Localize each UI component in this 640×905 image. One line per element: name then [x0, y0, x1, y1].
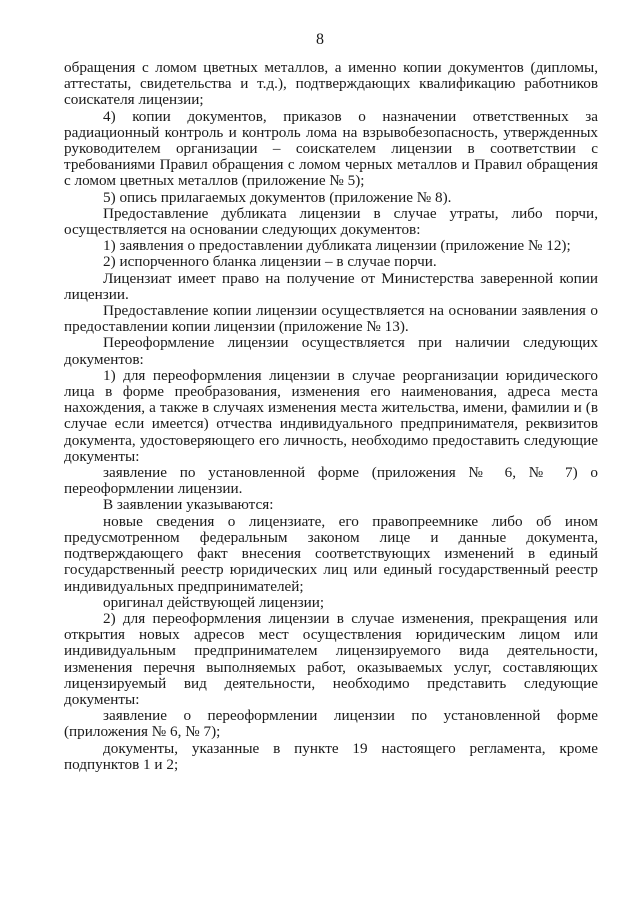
page-number: 8 — [316, 31, 324, 48]
paragraph: 2) испорченного бланка лицензии – в случае порчи. — [103, 253, 437, 271]
paragraph: 1) заявления о предоставлении дубликата лицензии (приложение № 12); — [103, 237, 571, 255]
paragraph: Переоформление лицензии осуществляется при наличии следующих документов: — [64, 334, 598, 368]
paragraph: 4) копии документов, приказов о назначении ответственных за радиационный контроль и контроль лома на взрывобезопасность, утвержденных руководителем организации – соискателем лицензии в соответствии с требованиями Правил обращения с ломом черных металлов и Правил обращения с ломом цветных металлов (приложение № 5); — [64, 107, 598, 190]
paragraph: заявление по установленной форме (приложения № 6, № 7) о переоформлении лицензии. — [64, 464, 598, 498]
paragraph: оригинал действующей лицензии; — [103, 593, 325, 611]
paragraph: заявление о переоформлении лицензии по установленной форме (приложения № 6, № 7); — [64, 707, 598, 741]
paragraph: 2) для переоформления лицензии в случае изменения, прекращения или открытия новых адресов мест осуществления юридическим лицом или индивидуальным предпринимателем лицензируемого вида деятельности, изменения перечня выполняемых работ, оказываемых услуг, составляющих лицензируемый вид деятельности, необходимо представить следующие документы: — [64, 609, 598, 708]
paragraph: В заявлении указываются: — [103, 496, 274, 514]
paragraph: обращения с ломом цветных металлов, а именно копии документов (дипломы, аттестаты, свидетельства и т.д.), подтверждающих квалификацию работников соискателя лицензии; — [64, 59, 598, 109]
paragraph: 1) для переоформления лицензии в случае реорганизации юридического лица в форме преобразования, изменения его наименования, адреса места нахождения, а также в случаях изменения места жительства, имени, фамилии и (в случае если имеется) отчества индивидуального предпринимателя, реквизитов документа, удостоверяющего его личность, необходимо предоставить следующие документы: — [64, 366, 598, 465]
paragraph: 5) опись прилагаемых документов (приложение № 8). — [103, 188, 452, 206]
paragraph: Предоставление копии лицензии осуществляется на основании заявления о предоставлении копии лицензии (приложение № 13). — [64, 302, 598, 336]
paragraph: Предоставление дубликата лицензии в случае утраты, либо порчи, осуществляется на основании следующих документов: — [64, 204, 598, 239]
paragraph: документы, указанные в пункте 19 настоящего регламента, кроме подпунктов 1 и 2; — [64, 739, 598, 773]
document-body — [64, 60, 598, 773]
paragraph: Лицензиат имеет право на получение от Министерства заверенной копии лицензии. — [64, 269, 598, 303]
paragraph: новые сведения о лицензиате, его правопреемнике либо об ином предусмотренном федеральным законом лице и данные документа, подтверждающего факт внесения соответствующих изменений в единый государственный реестр юридических лиц или единый государственный реестр индивидуальных предпринимателей; — [64, 512, 598, 595]
